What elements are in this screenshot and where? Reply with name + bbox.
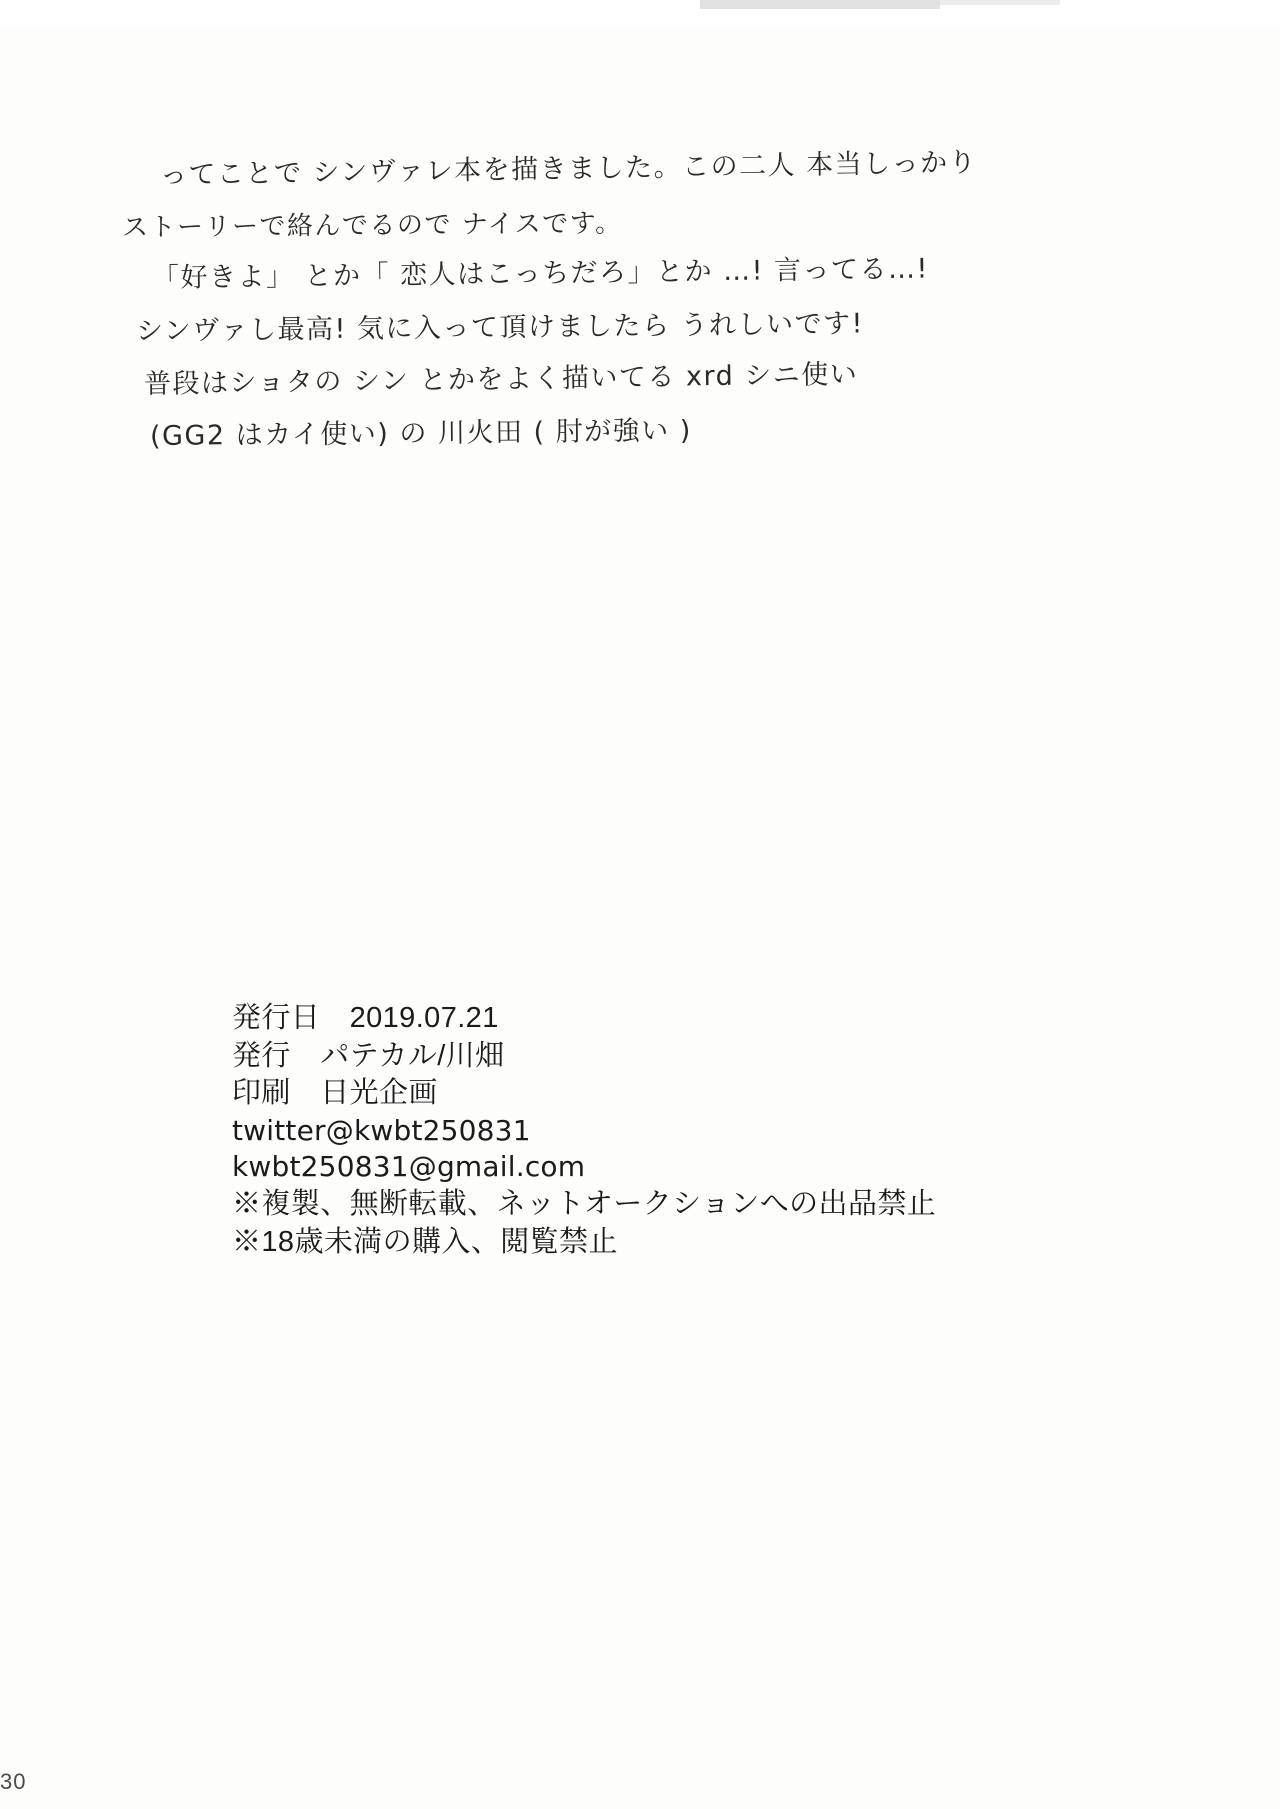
- page-number: 30: [0, 1769, 27, 1794]
- scan-top-edge: [0, 0, 1280, 26]
- afterword-line: シンヴァし最高! 気に入って頂けましたら うれしいです!: [135, 308, 864, 347]
- colophon-reproduction-notice: ※複製、無断転載、ネットオークションへの出品禁止: [232, 1187, 937, 1220]
- colophon-age-restriction-notice: ※18歳未満の購入、閲覧禁止: [232, 1225, 618, 1258]
- handwritten-afterword: [121, 147, 1130, 464]
- afterword-line: 普段はショタの シン とかをよく描いてる xrd シニ使い: [143, 358, 859, 400]
- colophon-publication-date: 発行日 2019.07.21: [232, 1002, 499, 1034]
- colophon-email: kwbt250831@gmail.com: [232, 1150, 586, 1184]
- scan-artifact-secondary: [940, 0, 1060, 5]
- afterword-line: ストーリーで絡んでるので ナイスです。: [121, 208, 623, 243]
- colophon-printer: 印刷 日光企画: [232, 1077, 438, 1110]
- colophon-publisher: 発行 パテカル/川畑: [232, 1039, 505, 1072]
- colophon-twitter-handle: twitter@kwbt250831: [232, 1114, 531, 1148]
- afterword-line: (GG2 はカイ使い) の 川火田 ( 肘が強い ): [149, 415, 692, 453]
- afterword-line: ってことで シンヴァレ本を描きました。この二人 本当しっかり: [159, 147, 978, 191]
- afterword-line: 「好きよ」 とか「 恋人はこっちだろ」とか …! 言ってる…!: [151, 253, 930, 295]
- scan-artifact: [700, 0, 940, 9]
- colophon-block: [232, 1000, 992, 1261]
